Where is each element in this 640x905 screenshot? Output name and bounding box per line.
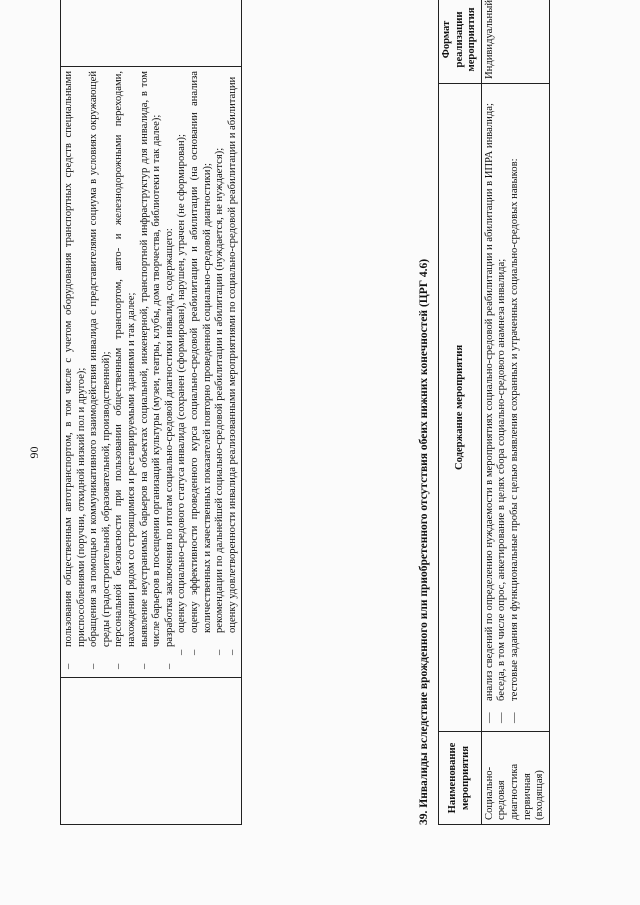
list-item: — тестовые задания и функциональные пробы с целью выявления сохранных и утраченных социально-средовых навыков: bbox=[508, 158, 520, 723]
measures-table bbox=[438, 0, 550, 825]
table-header-row bbox=[439, 0, 482, 825]
list-item: – персональной безопасности при пользовании общественным транспортом, авто- и железнодорожными переходами, нахождении рядом со строящимися и реставрируемыми зданиями и так далее; bbox=[113, 71, 137, 669]
table-row bbox=[481, 0, 549, 825]
list-item: – рекомендации по дальнейшей социально-средовой реабилитации и абилитации (нуждается, не нуждается); bbox=[214, 147, 226, 655]
continuation-table bbox=[60, 0, 242, 825]
list-item: – выявление неустранимых барьеров на объектах социальной, инженерной, транспортной инфраструктур для инвалида, в том числе барьеров в посещении организаций культуры (музеи, театры, клубы, дома творчества, библиотеки и так далее); bbox=[138, 71, 163, 669]
list-item: — анализ сведений по определению нуждаемости в мероприятиях социально-средовой реабилитации и абилитации в ИПРА инвалида; bbox=[483, 103, 495, 723]
header-content: Содержание мероприятия bbox=[439, 83, 482, 731]
list-item: — беседа, в том числе опрос, анкетирование в целях сбора социально-средового анамнеза инвалида; bbox=[496, 258, 508, 723]
list-item: – пользования общественным автотранспортом, в том числе с учетом оборудования транспортных средств специальными приспособлениями (поручни, откидной низкий пол и другое); bbox=[63, 71, 87, 669]
measure-content bbox=[481, 83, 549, 731]
page-number: 90 bbox=[27, 446, 41, 459]
list-item: – разработка заключения по итогам социально-средовой диагностики инвалида, содержащего: bbox=[163, 228, 175, 669]
continuation-content-cell bbox=[61, 67, 242, 678]
list-item: – оценку социально-средового статуса инвалида (сохранен (сформирован), нарушен, утрачен (не сформирован); bbox=[176, 134, 188, 655]
header-format: Формат реализации мероприятия bbox=[439, 0, 482, 83]
list-item: – оценку эффективности проведенного курса социально-средовой реабилитации и абилитации (на основании анализа количественных и качественных показателей повторно проведенной социально-средовой диагностики); bbox=[188, 71, 213, 655]
list-item: – обращения за помощью и коммуникативного взаимодействия инвалида с представителями социума в условиях окружающей среды (градостроительной, образовательной, производственной); bbox=[88, 71, 112, 669]
measure-name: Социально-средовая диагностика первичная (входящая) bbox=[481, 732, 549, 825]
continuation-name-cell bbox=[61, 678, 242, 825]
list-item: – оценку удовлетворенности инвалида реализованными мероприятиями по социально-средовой реабилитации и абилитации bbox=[226, 76, 238, 655]
header-name: Наименование мероприятия bbox=[439, 732, 482, 825]
section-title: 39. Инвалиды вследствие врожденного или приобретенного отсутствия обеих нижних конечностей (ЦРГ 4.6) bbox=[418, 258, 430, 825]
measure-format: Индивидуальный bbox=[481, 0, 549, 83]
continuation-format-cell bbox=[61, 0, 242, 67]
